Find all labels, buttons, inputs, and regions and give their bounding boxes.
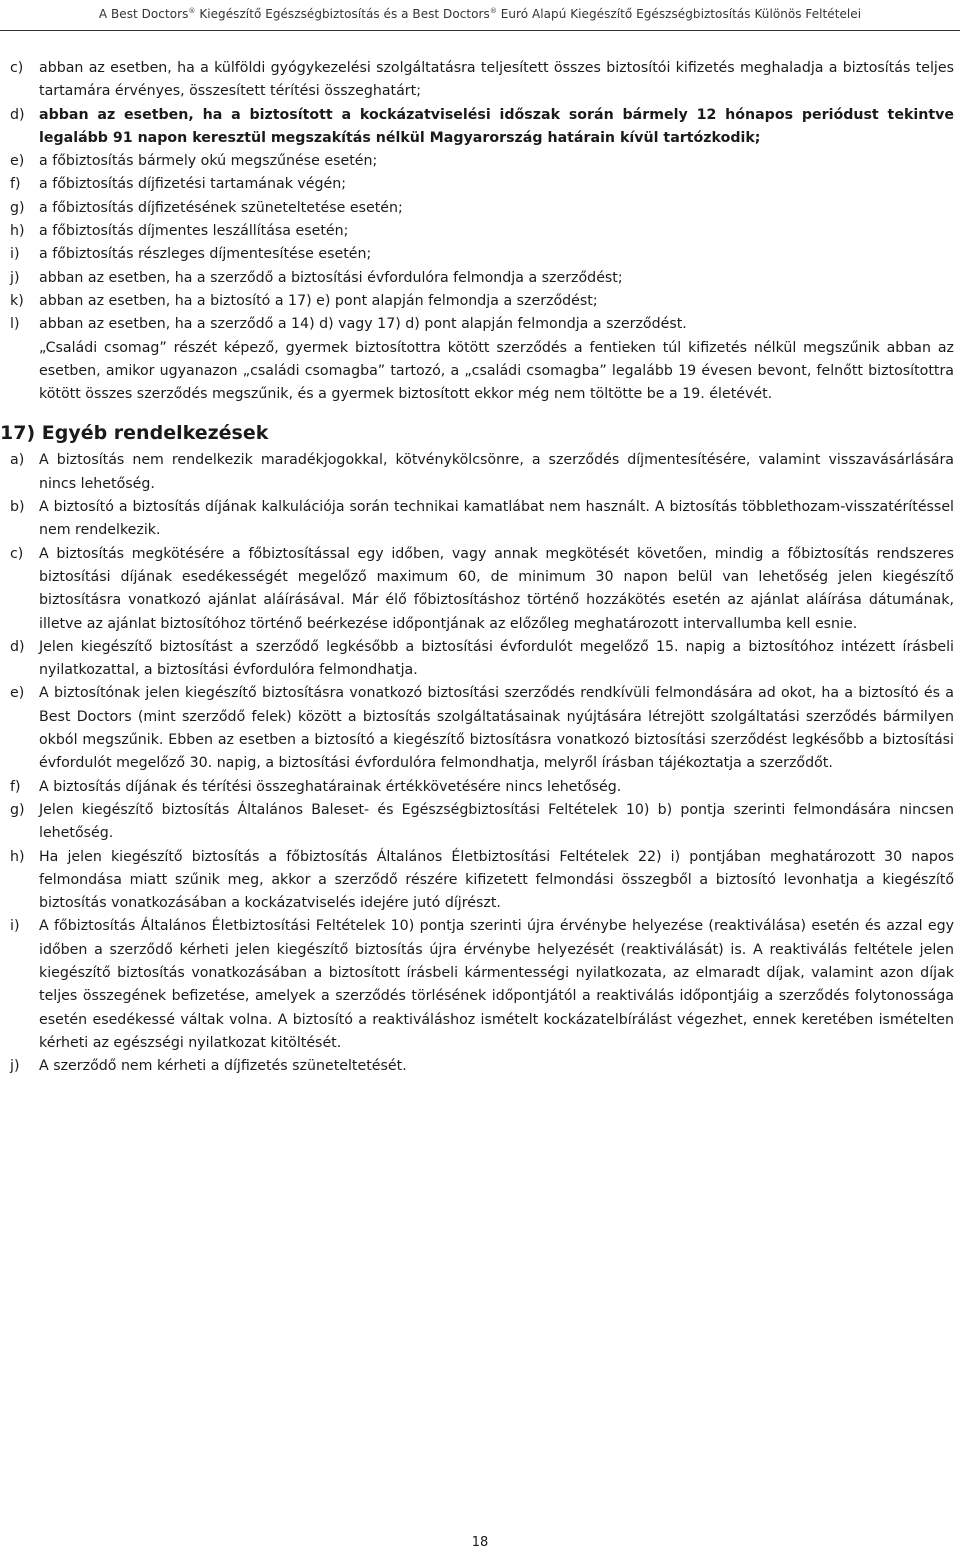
document-body — [0, 57, 960, 1078]
list-marker: b) — [10, 499, 25, 516]
list-marker: j) — [10, 1058, 20, 1075]
list-text: abban az esetben, ha a szerződő a 14) d) vagy 17) d) pont alapján felmondja a szerződést. — [39, 316, 687, 333]
header-divider — [0, 30, 960, 31]
termination-list — [0, 57, 960, 337]
list-marker: k) — [10, 292, 24, 309]
list-item — [0, 846, 960, 916]
page-header — [0, 7, 960, 21]
list-text: A szerződő nem kérheti a díjfizetés szüneteltetését. — [39, 1058, 407, 1075]
list-item — [0, 915, 960, 1055]
list-item — [0, 1055, 960, 1078]
list-item — [0, 173, 960, 196]
header-part-2: Kiegészítő Egészségbiztosítás és a Best Doctors — [195, 7, 490, 21]
list-marker: d) — [10, 638, 25, 655]
list-marker: g) — [10, 199, 25, 216]
list-text: a főbiztosítás részleges díjmentesítése esetén; — [39, 246, 372, 263]
list-item — [0, 243, 960, 266]
registered-mark: ® — [489, 7, 497, 15]
list-marker: j) — [10, 269, 20, 286]
list-item — [0, 799, 960, 846]
list-text: abban az esetben, ha a szerződő a biztosítási évfordulóra felmondja a szerződést; — [39, 269, 623, 286]
list-text: A biztosító a biztosítás díjának kalkulációja során technikai kamatlábat nem használt. A biztosítás többlethozam-visszatérítéssel nem rendelkezik. — [39, 499, 954, 539]
list-item — [0, 682, 960, 775]
list-marker: c) — [10, 545, 24, 562]
list-marker: h) — [10, 848, 25, 865]
list-marker: f) — [10, 778, 21, 795]
list-item — [0, 290, 960, 313]
list-text: A biztosítónak jelen kiegészítő biztosításra vonatkozó biztosítási szerződés rendkívüli felmondására ad okot, ha a biztosító és a Best Doctors (mint szerződő felek) között a biztosítás szolgáltatásainak nyújtására létrejött szolgáltatási szerződés bármilyen okból megszűnik. Ebben az esetben a biztosító a kiegészítő biztosításra vonatkozó biztosítási szerződést legkésőbb a biztosítási évfordulót megelőző 30. napig, a biztosítási évfordulóra felmondhatja, melyről írásban tájékoztatja a szerződőt. — [39, 685, 954, 772]
header-part-3: Euró Alapú Kiegészítő Egészségbiztosítás Különös Feltételei — [496, 7, 862, 21]
list-marker: c) — [10, 60, 24, 76]
section-title: 17) Egyéb rendelkezések — [0, 422, 269, 445]
list-item — [0, 449, 960, 496]
list-item — [0, 197, 960, 220]
list-marker: i) — [10, 918, 20, 935]
list-item — [0, 220, 960, 243]
list-text: a főbiztosítás bármely okú megszűnése esetén; — [39, 153, 378, 170]
list-text: abban az esetben, ha a biztosító a 17) e) pont alapján felmondja a szerződést; — [39, 292, 598, 309]
list-text: a főbiztosítás díjfizetési tartamának végén; — [39, 176, 347, 193]
list-item — [0, 104, 960, 151]
list-marker: f) — [10, 176, 21, 193]
list-marker: d) — [10, 106, 25, 123]
list-text: abban az esetben, ha a külföldi gyógykezelési szolgáltatásra teljesített összes biztosítói kifizetés meghaladja a biztosítás teljes tartamára érvényes, összesített térítési összeghatárt; — [39, 60, 954, 100]
list-text: A biztosítás díjának és térítési összeghatárainak értékkövetésére nincs lehetőség. — [39, 778, 622, 795]
page-number: 18 — [471, 1535, 489, 1550]
list-text: Jelen kiegészítő biztosítást a szerződő legkésőbb a biztosítási évfordulót megelőző 15. napig a biztosítóhoz intézett írásbeli nyilatkozattal, a biztosítási évfordulóra felmondhatja. — [39, 638, 954, 679]
registered-mark: ® — [188, 7, 196, 15]
list-text: abban az esetben, ha a biztosított a kockázatviselési időszak során bármely 12 hónapos periódust tekintve legalább 91 napon keresztül megszakítás nélkül Magyarország határain kívül tartózkodik; — [39, 106, 954, 146]
list-item — [0, 496, 960, 543]
list-item — [0, 57, 960, 104]
header-part-1: A Best Doctors — [98, 7, 189, 21]
other-provisions-list — [0, 449, 960, 1078]
list-text: a főbiztosítás díjmentes leszállítása esetén; — [39, 223, 349, 240]
list-item — [0, 543, 960, 636]
list-text: a főbiztosítás díjfizetésének szüneteltetése esetén; — [39, 199, 403, 216]
list-marker: i) — [10, 246, 20, 263]
list-item — [0, 267, 960, 290]
list-marker: e) — [10, 685, 25, 702]
list-text: Jelen kiegészítő biztosítás Általános Baleset- és Egészségbiztosítási Feltételek 10) b) pontja szerinti felmondására nincsen lehetőség. — [39, 801, 954, 842]
list-text: Ha jelen kiegészítő biztosítás a főbiztosítás Általános Életbiztosítási Feltételek 22) i) pontjában meghatározott 30 napos felmondása miatt szűnik meg, akkor a szerződő részére kifizetett felmondási összegből a biztosító levonhatja a kiegészítő biztosítás vonatkozásában a kockázatviselés idejére jutó díjrészt. — [39, 848, 954, 912]
list-item — [0, 150, 960, 173]
list-item — [0, 313, 960, 336]
list-marker: h) — [10, 223, 25, 240]
list-marker: g) — [10, 801, 25, 818]
list-text: A biztosítás megkötésére a főbiztosítással egy időben, vagy annak megkötését követően, mindig a főbiztosítás rendszeres biztosítási díjának esedékességét megelőző maximum 60, de minimum 30 napon belül van lehetőség jelen kiegészítő biztosításra vonatkozó ajánlat aláírásával. Már élő főbiztosításhoz történő hozzákötés esetén az ajánlat aláírása dátumának, illetve az ajánlat biztosítóhoz történő beérkezése időpontjának az előzőleg meghatározott intervallumba kell esnie. — [39, 545, 954, 632]
list-marker: l) — [10, 316, 20, 333]
list-item — [0, 636, 960, 683]
list-marker: e) — [10, 153, 25, 170]
family-package-note: „Családi csomag” részét képező, gyermek biztosítottra kötött szerződés a fentieken túl kifizetés nélkül megszűnik abban az esetben, amikor ugyanazon „családi csomagba” tartozó, a „családi csomagba” legalább 19 évesen bevont, felnőtt biztosítottra kötött összes szerződés megszűnik, és a gyermek biztosított ekkor még nem töltötte be a 19. életévét. — [39, 339, 954, 403]
list-text: A biztosítás nem rendelkezik maradékjogokkal, kötvénykölcsönre, a szerződés díjmentesítésére, valamint visszavásárlására nincs lehetőség. — [39, 452, 954, 492]
list-text: A főbiztosítás Általános Életbiztosítási Feltételek 10) pontja szerinti újra érvénybe helyezése (reaktiválása) esetén és azzal egy időben a szerződő kérheti jelen kiegészítő biztosítás újra érvénybe helyezését (reaktiválását) is. A reaktiválás feltétele jelen kiegészítő biztosítás vonatkozásában a biztosított írásbeli kármentességi nyilatkozata, az elmaradt díjak, valamint azon díjak teljes összegének befizetése, amelyek a szerződés törlésének időpontjától a reaktiválás időpontjáig a szerződés folytonossága esetén esedékessé váltak volna. A biztosító a reaktiváláshoz ismételt kockázatelbírálást végezhet, ennek keretében ismételten kérheti az egészségi nyilatkozat kitöltését. — [39, 918, 954, 1051]
list-item — [0, 776, 960, 799]
list-marker: a) — [10, 452, 25, 469]
